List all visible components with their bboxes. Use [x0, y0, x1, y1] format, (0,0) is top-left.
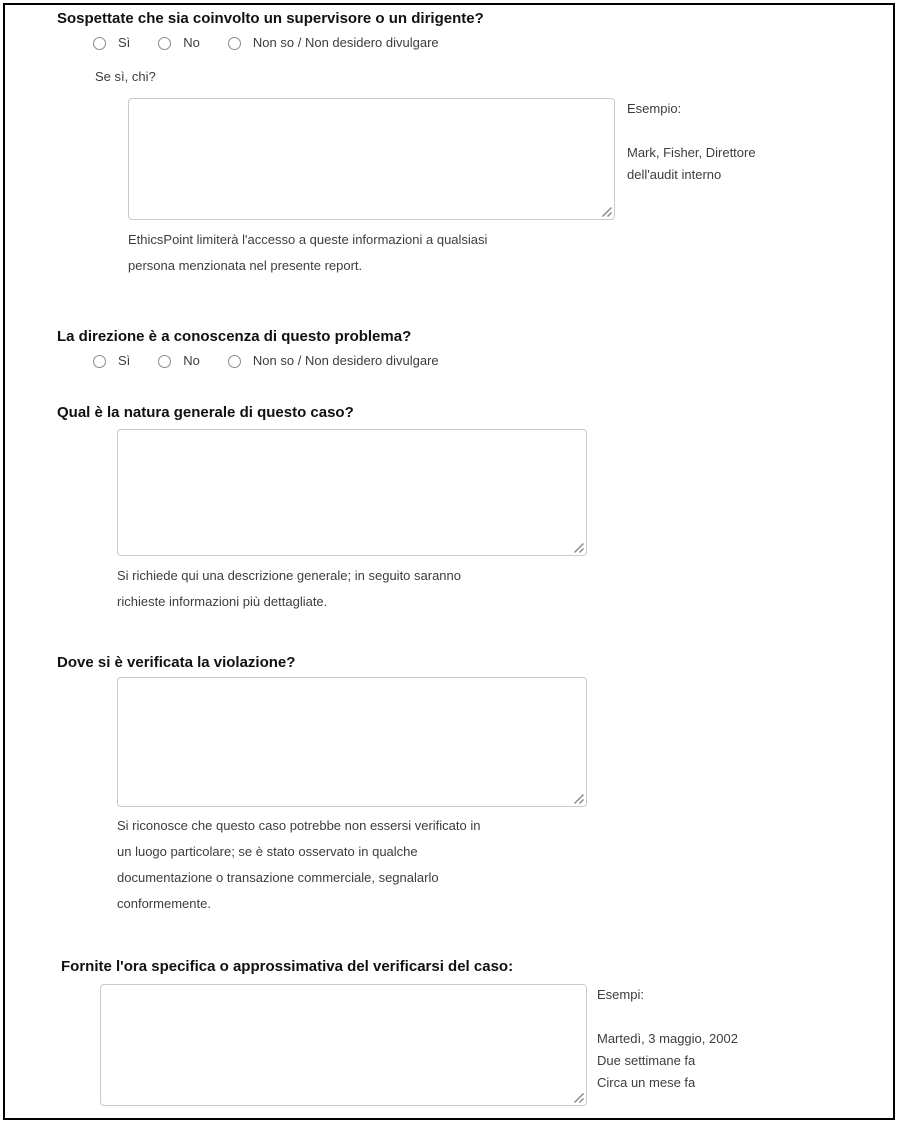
question-where-occurred — [5, 653, 893, 917]
question-time-label: Fornite l'ora specifica o approssimativa del verificarsi del caso: — [61, 958, 514, 975]
help-line: persona menzionata nel presente report. — [128, 258, 363, 273]
supervisor-who-field-wrap — [128, 98, 615, 220]
radio-option-unknown-management[interactable] — [228, 353, 439, 369]
help-line: conformemente. — [117, 896, 211, 911]
help-line: richieste informazioni più dettagliate. — [117, 594, 328, 609]
time-field-wrap — [100, 984, 587, 1106]
radio-input-no-supervisor[interactable] — [158, 37, 171, 50]
help-line: Si riconosce che questo caso potrebbe non essersi verificato in — [117, 818, 481, 833]
help-line: EthicsPoint limiterà l'accesso a queste informazioni a qualsiasi — [128, 232, 488, 247]
radio-option-unknown-supervisor[interactable] — [228, 35, 439, 51]
example-line: dell'audit interno — [627, 167, 722, 182]
question-management-label: La direzione è a conoscenza di questo problema? — [57, 328, 412, 345]
help-line: documentazione o transazione commerciale, segnalarlo — [117, 870, 439, 885]
radio-input-yes-management[interactable] — [93, 355, 106, 368]
radio-label-yes: Sì — [118, 35, 131, 50]
radio-option-yes-supervisor[interactable] — [93, 35, 130, 51]
radio-group-management — [93, 353, 893, 369]
radio-option-yes-management[interactable] — [93, 353, 130, 369]
radio-input-yes-supervisor[interactable] — [93, 37, 106, 50]
question-nature-label: Qual è la natura generale di questo caso? — [57, 404, 354, 421]
example-line: Circa un mese fa — [597, 1075, 696, 1090]
general-nature-field-wrap — [117, 429, 587, 556]
question-general-nature — [5, 403, 893, 615]
example-line: Due settimane fa — [597, 1053, 696, 1068]
radio-label-yes: Sì — [118, 353, 131, 368]
help-text-supervisor — [128, 227, 893, 279]
help-text-general-nature — [117, 563, 893, 615]
help-line: un luogo particolare; se è stato osservato in qualche — [117, 844, 418, 859]
example-block-time — [597, 984, 738, 1094]
radio-option-no-management[interactable] — [158, 353, 200, 369]
report-form-page — [3, 3, 895, 1120]
radio-input-unknown-management[interactable] — [228, 355, 241, 368]
help-line: Si richiede qui una descrizione generale; in seguito saranno — [117, 568, 461, 583]
question-time-of-occurrence — [5, 957, 893, 1106]
supervisor-who-textarea[interactable] — [128, 98, 615, 220]
radio-input-unknown-supervisor[interactable] — [228, 37, 241, 50]
radio-input-no-management[interactable] — [158, 355, 171, 368]
help-text-where-occurred — [117, 813, 893, 917]
where-occurred-field-wrap — [117, 677, 587, 807]
radio-group-supervisor — [93, 35, 893, 51]
example-spacer — [597, 1006, 738, 1028]
radio-option-no-supervisor[interactable] — [158, 35, 200, 51]
sub-question-if-yes-who: Se sì, chi? — [95, 69, 156, 84]
general-nature-textarea[interactable] — [117, 429, 587, 556]
example-line: Martedì, 3 maggio, 2002 — [597, 1031, 738, 1046]
example-block-supervisor — [627, 98, 756, 186]
question-supervisor-label: Sospettate che sia coinvolto un supervisore o un dirigente? — [57, 10, 484, 27]
radio-label-no: No — [183, 35, 200, 50]
example-title: Esempi: — [597, 987, 644, 1002]
example-title: Esempio: — [627, 101, 682, 116]
radio-label-unknown: Non so / Non desidero divulgare — [252, 35, 439, 50]
radio-label-unknown: Non so / Non desidero divulgare — [252, 353, 439, 368]
question-where-label: Dove si è verificata la violazione? — [57, 654, 296, 671]
where-occurred-textarea[interactable] — [117, 677, 587, 807]
time-of-occurrence-textarea[interactable] — [100, 984, 587, 1106]
example-line: Mark, Fisher, Direttore — [627, 145, 756, 160]
question-supervisor-involved — [5, 9, 893, 279]
radio-label-no: No — [183, 353, 200, 368]
question-management-aware — [5, 327, 893, 369]
example-spacer — [627, 120, 756, 142]
